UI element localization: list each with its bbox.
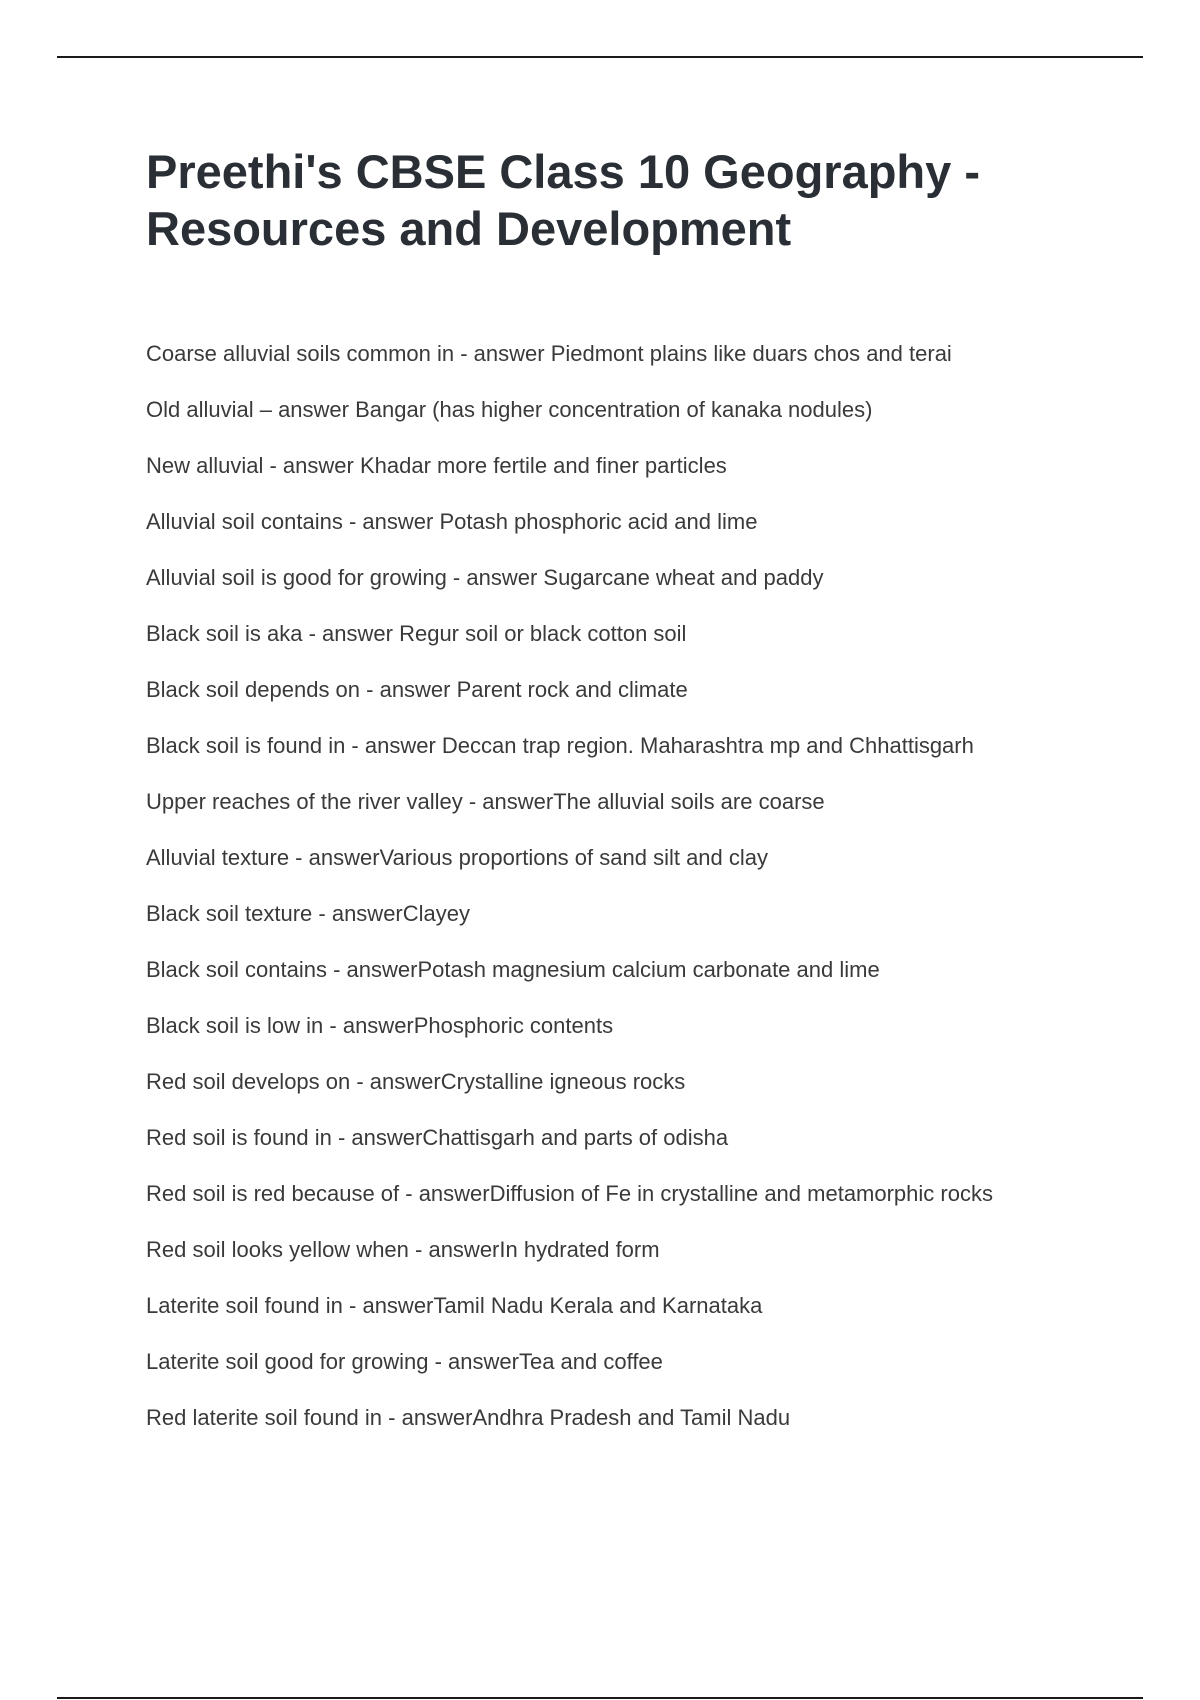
qa-item: Red soil develops on - answerCrystalline igneous rocks <box>146 1069 686 1094</box>
qa-item: Red soil is found in - answerChattisgarh and parts of odisha <box>146 1125 729 1150</box>
top-divider <box>57 56 1143 58</box>
qa-item: Laterite soil found in - answerTamil Nadu Kerala and Karnataka <box>146 1293 763 1318</box>
qa-item: Black soil contains - answerPotash magnesium calcium carbonate and lime <box>146 957 880 982</box>
qa-list <box>146 340 1146 1460</box>
qa-item: Black soil is found in - answer Deccan trap region. Maharashtra mp and Chhattisgarh <box>146 733 974 758</box>
qa-item: Coarse alluvial soils common in - answer Piedmont plains like duars chos and terai <box>146 341 952 366</box>
qa-item: Black soil texture - answerClayey <box>146 901 471 926</box>
qa-item: Upper reaches of the river valley - answerThe alluvial soils are coarse <box>146 789 825 814</box>
qa-item: Alluvial texture - answerVarious proportions of sand silt and clay <box>146 845 769 870</box>
qa-item: Red laterite soil found in - answerAndhra Pradesh and Tamil Nadu <box>146 1405 791 1430</box>
qa-item: Black soil is low in - answerPhosphoric contents <box>146 1013 614 1038</box>
document-title: Preethi's CBSE Class 10 Geography - Resources and Development <box>146 145 980 255</box>
bottom-divider <box>57 1697 1143 1699</box>
qa-item: Black soil is aka - answer Regur soil or black cotton soil <box>146 621 687 646</box>
qa-item: Alluvial soil contains - answer Potash phosphoric acid and lime <box>146 509 758 534</box>
qa-item: New alluvial - answer Khadar more fertile and finer particles <box>146 453 727 478</box>
qa-item: Old alluvial – answer Bangar (has higher concentration of kanaka nodules) <box>146 397 873 422</box>
qa-item: Red soil looks yellow when - answerIn hydrated form <box>146 1237 660 1262</box>
qa-item: Black soil depends on - answer Parent rock and climate <box>146 677 688 702</box>
qa-item: Red soil is red because of - answerDiffusion of Fe in crystalline and metamorphic rocks <box>146 1181 993 1206</box>
qa-item: Laterite soil good for growing - answerTea and coffee <box>146 1349 663 1374</box>
qa-item: Alluvial soil is good for growing - answer Sugarcane wheat and paddy <box>146 565 824 590</box>
